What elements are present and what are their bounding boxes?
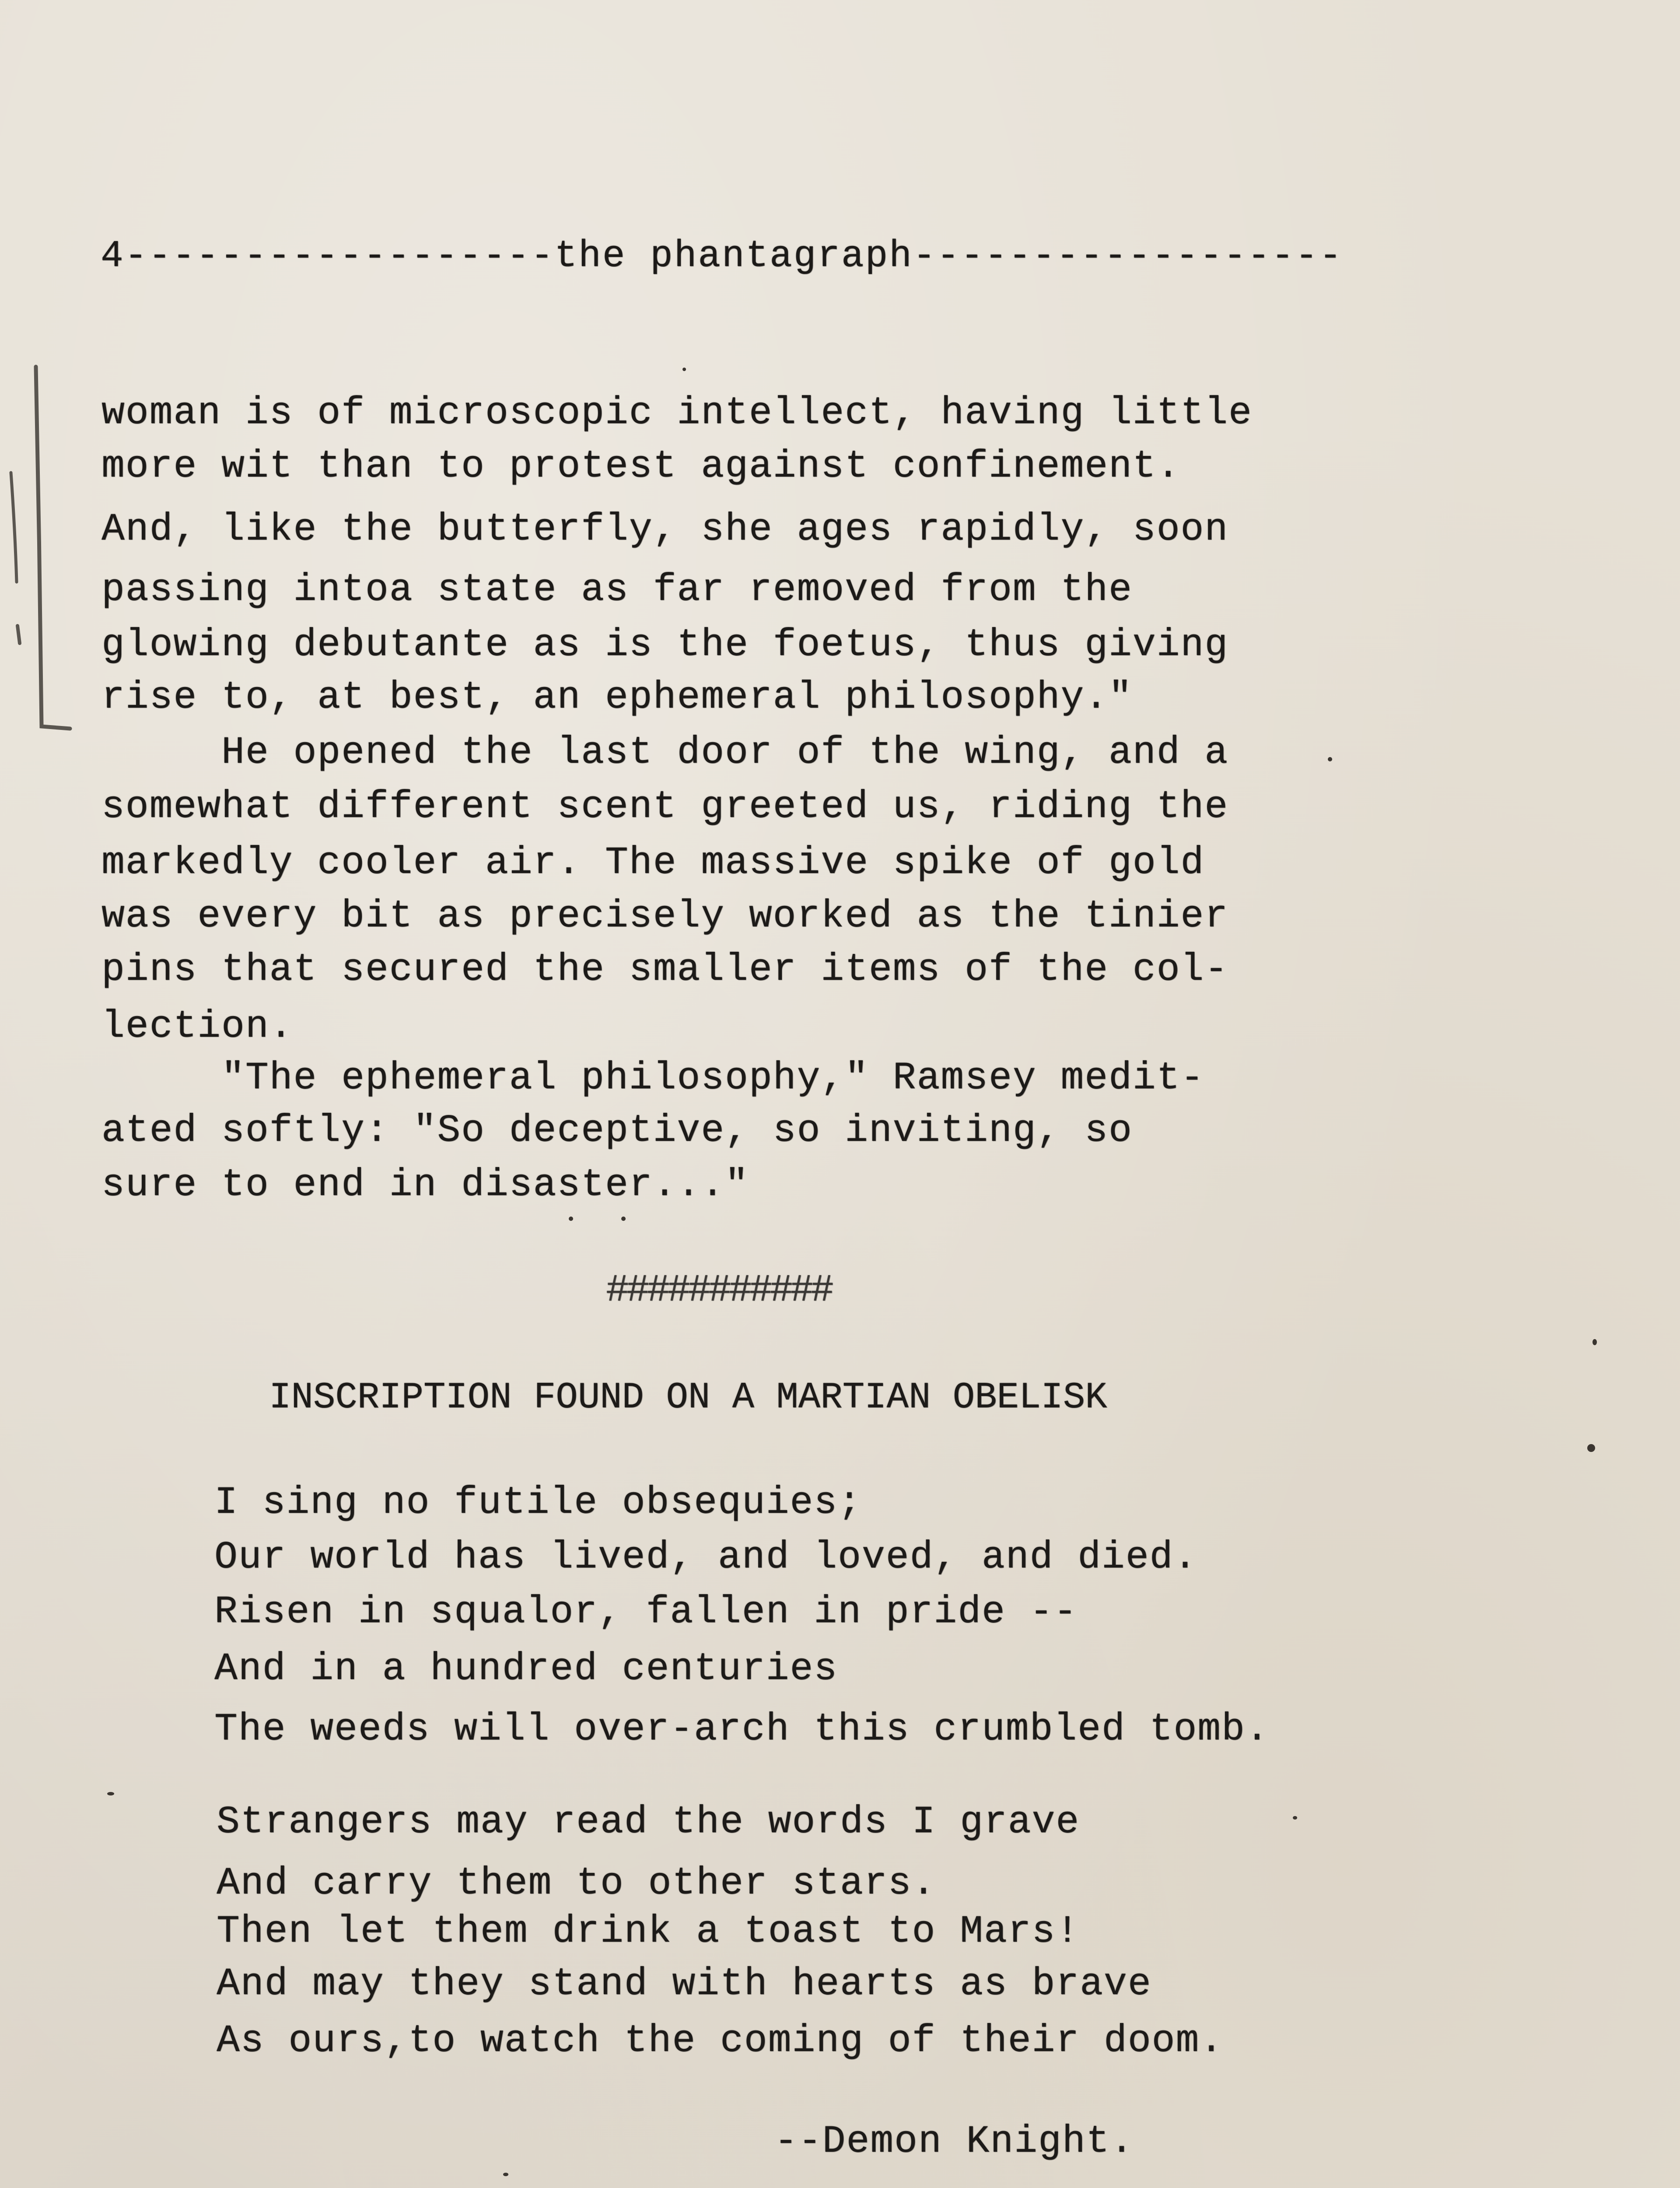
story-line: more wit than to protest against confinement. (102, 445, 1181, 488)
ink-speck (1328, 757, 1332, 761)
story-line: somewhat different scent greeted us, riding the (102, 785, 1229, 829)
poem-line: And carry them to other stars. (217, 1862, 936, 1905)
ink-speck (621, 1217, 626, 1221)
poem-line: Risen in squalor, fallen in pride -- (214, 1591, 1078, 1634)
story-line: ated softly: "So deceptive, so inviting, so (102, 1109, 1133, 1153)
story-line: rise to, at best, an ephemeral philosophy." (102, 676, 1133, 719)
ink-speck (1592, 1339, 1597, 1345)
poem-line: Then let them drink a toast to Mars! (217, 1910, 1080, 1953)
story-line: markedly cooler air. The massive spike of gold (102, 842, 1205, 885)
poem-line: And in a hundred centuries (214, 1648, 838, 1691)
story-line: "The ephemeral philosophy," Ramsey medit- (102, 1057, 1205, 1100)
ink-speck (107, 1792, 114, 1795)
poem-line: Strangers may read the words I grave (217, 1801, 1080, 1844)
poem-line: Our world has lived, and loved, and died. (214, 1536, 1198, 1579)
poem-title: INSCRIPTION FOUND ON A MARTIAN OBELISK (269, 1377, 1107, 1419)
story-line: sure to end in disaster..." (102, 1164, 749, 1207)
story-line: passing intoa state as far removed from the (102, 568, 1133, 612)
ink-speck (682, 368, 686, 371)
poem-line: I sing no futile obsequies; (214, 1481, 862, 1525)
story-line: was every bit as precisely worked as the tinier (102, 895, 1229, 938)
ink-speck (569, 1217, 573, 1221)
story-line: pins that secured the smaller items of the col- (102, 948, 1229, 992)
poem-signature: --Demon Knight. (774, 2120, 1134, 2163)
story-line: glowing debutante as is the foetus, thus giving (102, 624, 1229, 667)
story-line: lection. (102, 1005, 294, 1048)
story-line: He opened the last door of the wing, and a (102, 731, 1229, 775)
page-header: 4------------------the phantagraph------------------ (101, 235, 1343, 277)
story-line: And, like the butterfly, she ages rapidly, soon (102, 508, 1229, 551)
ink-speck (1587, 1444, 1595, 1452)
poem-line: And may they stand with hearts as brave (217, 1963, 1152, 2006)
poem-line: As ours,to watch the coming of their doom. (217, 2020, 1224, 2063)
ink-speck (1293, 1816, 1297, 1820)
story-line: woman is of microscopic intellect, having little (102, 392, 1253, 435)
section-divider: ########### (606, 1269, 831, 1312)
ink-speck (503, 2173, 508, 2176)
poem-line: The weeds will over-arch this crumbled tomb. (214, 1708, 1270, 1751)
